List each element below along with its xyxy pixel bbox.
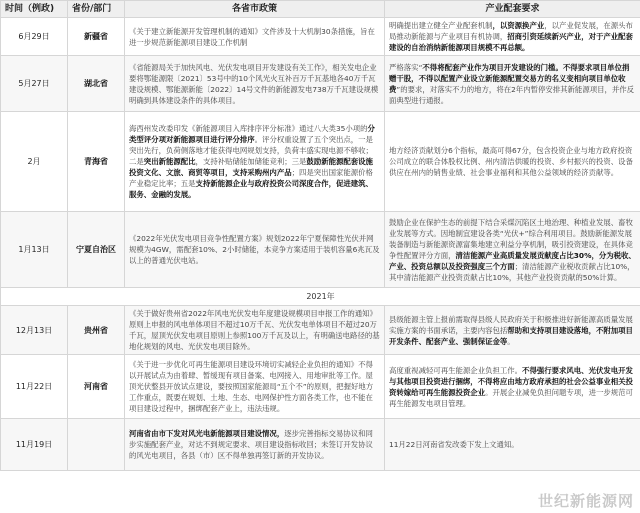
row-policy: 《关于进一步优化可再生能源项目建设环境切实减轻企业负担的通知》不得以开展试点为由着肆、暂缓现有项目备案、电网接入、用地审批等工作。屋顶光伏整县开放试点建设，要按照国家能源局“五个不”的原则，把握好地方工作重点，既要在规划、土地、生态、电网保护性方面各类工作，也不能在项目建设过程中，捆绑配套产业上，违法违规。 (125, 355, 385, 419)
row-date: 6月29日 (1, 18, 68, 56)
row-date: 12月13日 (1, 306, 68, 355)
row-province: 湖北省 (68, 56, 125, 112)
emphasis-text: 分类型评分项对新能源项目进行评分排序 (129, 124, 375, 144)
table-row (1, 18, 640, 56)
text-segment: 明确提出建立健全产业配套机制 (389, 21, 493, 30)
row-policy (125, 112, 385, 212)
text-segment: 高度重视减轻可再生能源企业负担工作。 (389, 365, 523, 375)
table-row (1, 56, 640, 112)
emphasis-text: 支持新能源企业与政府投资公司深度合作，促进建筑、服务、金融的发展。 (129, 179, 373, 199)
text-segment: 鼓励企业在保护生态的前提下结合采煤沉陷区土地治理、种植业发展、畜牧业发展等方式。因地制宜建设各类“光伏+”综合利用项目。鼓励新能源发展装备制造与新能源资源富集地建立利益分享机制，吸引投资建设，在具体竞争性配置评分方面， (389, 217, 633, 260)
text-segment: 地方经济贡献划分6个指标，最高可得67分，包含投资企业与地方政府投资公司成立的联合体股权比例、州内清洁供暖的投资、乡村振兴的投资、设备供应在州内的销售业绩、社会事业福利和其他公益领域的经济贡献等。 (389, 146, 633, 177)
text-segment: ；清洁能源产业税收贡献占比10%，其中清洁能源产业投资贡献占比10%，其他产业投资贡献的50%计算。 (389, 261, 635, 282)
row-date: 5月27日 (1, 56, 68, 112)
row-policy: 《关于做好贵州省2022年风电光伏发电年度建设规模项目申报工作的通知》原则上申报的风电单体项目不超过10万千瓦、光伏发电单体项目不超过20万千瓦，屋顶光伏发电项目原则上参照100万千瓦及以上，有明确送电路径的基地化规划的风电、光伏发电项目除外。 (125, 306, 385, 355)
text-segment: ”的要求，对落实不力的地方，将在2年内暂停安排其新能源项目，并作反面典型进行通报。 (389, 84, 635, 105)
text-segment: ；四是突出国家能源价格产业稳定比率；五是 (129, 168, 373, 188)
emphasis-text: 帮助和支持项目建设落地，不附加项目开发条件、配套产业、强制保证金等 (389, 325, 633, 346)
header-requirement: 产业配套要求 (385, 1, 640, 18)
row-requirement (385, 56, 640, 112)
text-segment: 。评分权重设置了五个突出点，一是突出先行，负荷侧落地才能获得电网规划支持，负荷丰盛实现电源不够收；二是 (129, 135, 373, 166)
year-label: 2021年 (1, 288, 640, 306)
row-province: 新疆省 (68, 18, 125, 56)
row-requirement (385, 112, 640, 212)
table-row (1, 112, 640, 212)
text-segment: 严格落实“ (389, 62, 423, 72)
row-policy: 《关于建立新能源开发管理机制的通知》文件涉及十大机制30条措施，旨在进一步规范新能源项目建设工作机制 (125, 18, 385, 56)
row-date: 11月19日 (1, 419, 68, 471)
row-province: 青海省 (68, 112, 125, 212)
text-segment: 。 (507, 336, 515, 346)
row-date: 1月13日 (1, 212, 68, 288)
row-policy: 《省能源局关于加快风电、光伏发电项目开发建设有关工作》，相关发电企业要将鄂能源限〔2021〕53号中的10个风光火互补百万千瓦基地各40万千瓦建设规模、鄂能源新能〔2022〕14号文件的新能源发电738万千瓦建设规模明确到具体建设条件的具体项目。 (125, 56, 385, 112)
row-requirement (385, 212, 640, 288)
text-segment: ，支持补贴储能加储能竞利；三是 (195, 157, 307, 166)
text-segment: 逐步完善指标交易协议和同步实施配套产业，对达不到规定要求、项目建设指标收回；未签订开发协议的风光电项目，各县（市）区不得单独再签订新的开发协议。 (129, 429, 373, 460)
emphasis-text: 不得将配套产业作为项目开发建设的门槛。不得要求项目单位捐赠干股，不得以配置产业设立新能源配置交易方的名义变相向项目单位收费 (389, 62, 630, 94)
emphasis-text: ，对于产业配套建设的自治消纳新能源项目规模不再总额。 (389, 32, 633, 52)
emphasis-text: 鼓励新能源配套设施投资文化、文旅、商贸等项目，支持采购州内产品 (129, 157, 373, 177)
row-requirement (385, 355, 640, 419)
row-province: 贵州省 (68, 306, 125, 355)
header-province: 省份/部门 (68, 1, 125, 18)
header-time: 时间（例政) (1, 1, 68, 18)
row-requirement (385, 18, 640, 56)
row-province: 河南省 (68, 355, 125, 419)
row-province: 宁夏自治区 (68, 212, 125, 288)
text-segment: ，以产业促发展，在源头布局推动新能源与产业项目有机协调， (389, 21, 633, 41)
emphasis-text: 招商引资延续新兴产业 (507, 32, 582, 41)
text-segment: 11月22日河南省发改委下发上文通知。 (389, 440, 519, 449)
emphasis-text: ，以资源换产业 (492, 21, 545, 30)
emphasis-text: 清洁能源产业高质量发展贡献度占比30%，分为税收、产业、投资总额以及投资强度三个方面 (389, 250, 636, 271)
row-date: 11月22日 (1, 355, 68, 419)
row-requirement (385, 419, 640, 471)
text-segment: 。开展企业减免负担问题专项，进一步规范可再生能源发电项目管理。 (389, 387, 633, 408)
year-divider-row (1, 288, 640, 306)
row-date: 2月 (1, 112, 68, 212)
table-row (1, 355, 640, 419)
row-policy: 《2022年光伏发电项目竞争性配置方案》规划2022年宁夏保障性光伏并网规模为4GW，需配套10%、2小时储能，本竞争方案适用于装机容量6兆瓦及以上的普通光伏电站。 (125, 212, 385, 288)
row-province (68, 419, 125, 471)
table-body (1, 18, 640, 471)
row-policy (125, 419, 385, 471)
table-header-row (1, 1, 640, 18)
table-row (1, 212, 640, 288)
table-row (1, 306, 640, 355)
emphasis-text: 突出新能源配比 (143, 157, 196, 166)
emphasis-text: 不得强行要求风电、光伏发电开发与其他项目投资进行捆绑，不得将应由地方政府承担的社会公益事业相关投资转嫁给可再生能源投资企业 (389, 365, 633, 397)
text-segment: 县级能源主管上报前需取得县级人民政府关于积极推进好新能源高质量发展实施方案的书面承诺，主要内容包括 (389, 314, 633, 335)
text-segment: 海西州发改委印发《新能源项目入库排序评分标准》通过八大类35小项的 (129, 124, 368, 133)
table-row (1, 419, 640, 471)
watermark: 世纪新能源网 (537, 492, 634, 510)
header-policy: 各省市政策 (125, 1, 385, 18)
emphasis-text: 河南省由市下发对风光电新能源项目建设情况， (129, 429, 285, 438)
row-requirement (385, 306, 640, 355)
